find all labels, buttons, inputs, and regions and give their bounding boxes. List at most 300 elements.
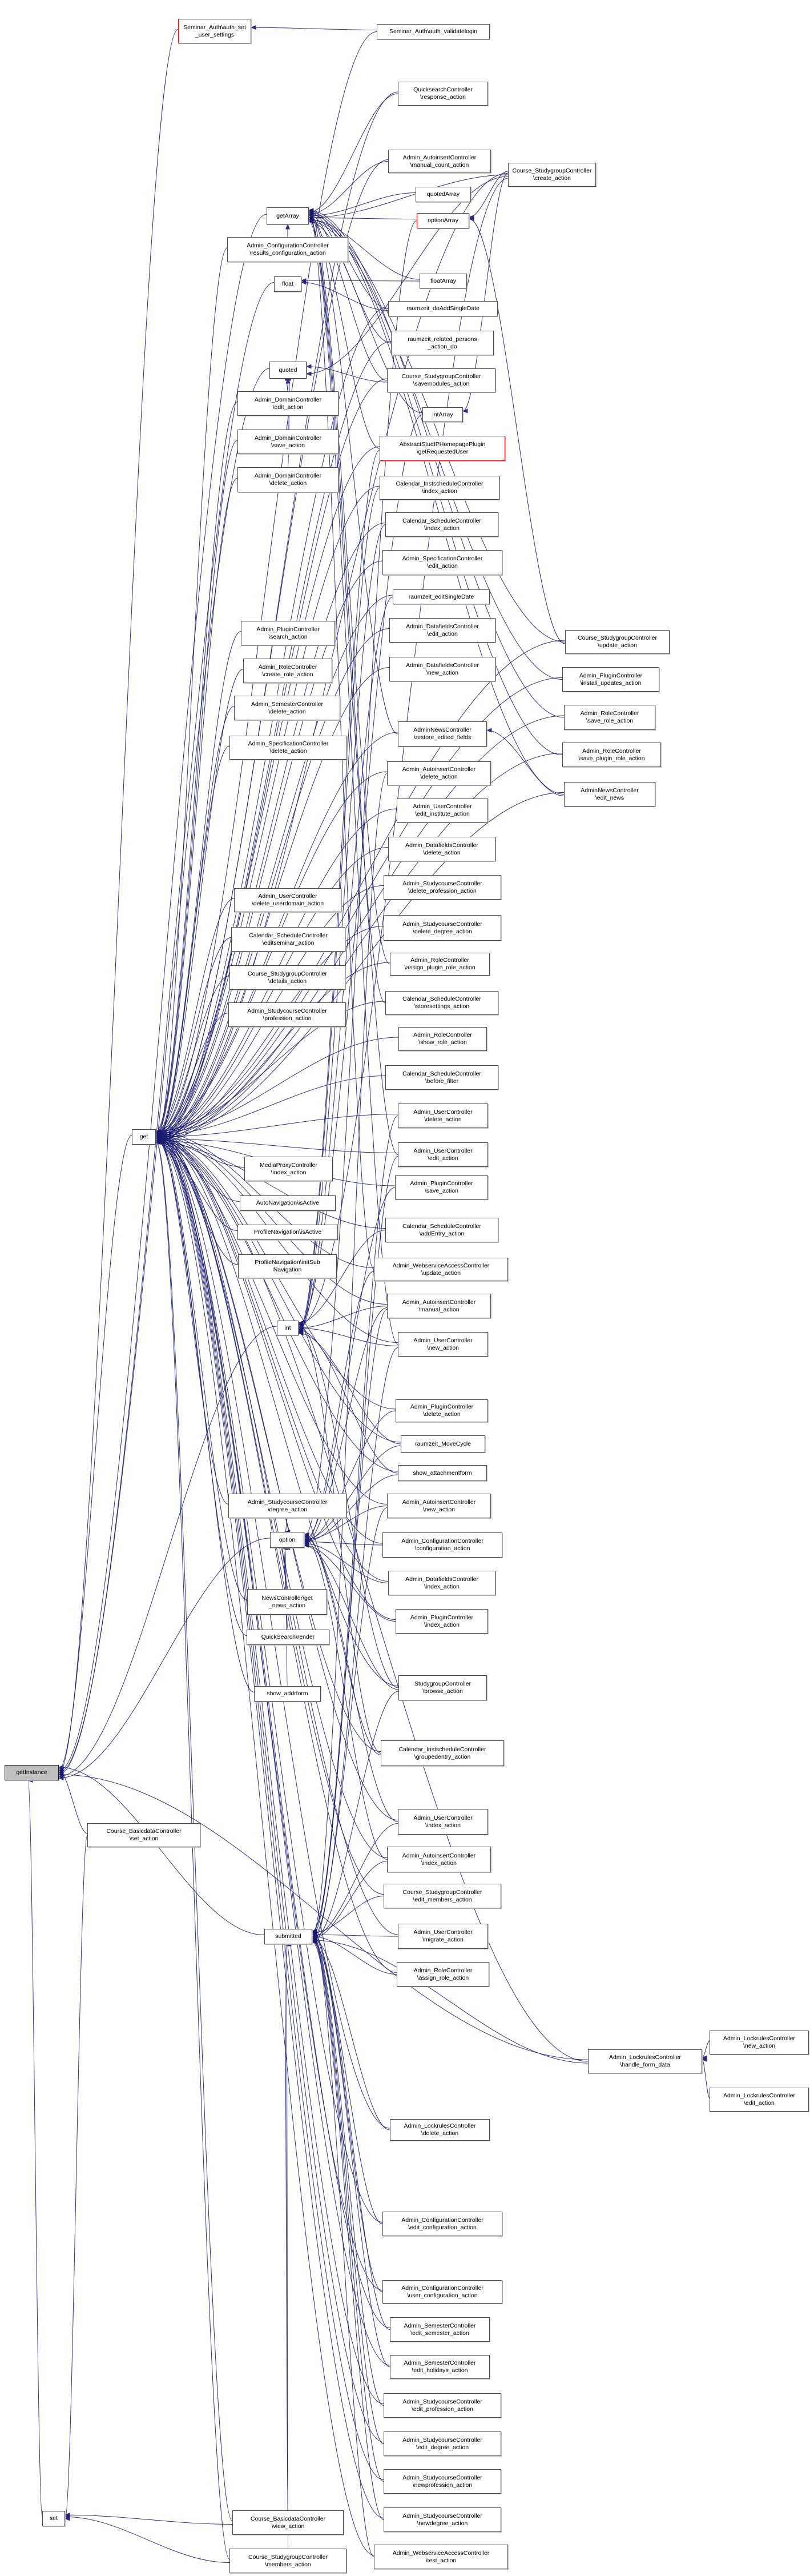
node-label: \delete_action: [423, 1411, 461, 1418]
node-label: \delete_action: [423, 849, 461, 856]
node-label: \newprofession_action: [412, 2481, 473, 2489]
edge-user_del-to-get: [156, 1114, 398, 1137]
node-label: Admin_UserController: [413, 1147, 473, 1154]
node-label: Calendar_ScheduleController: [402, 517, 481, 524]
edge-plug_del-to-option: [304, 1411, 396, 1542]
node-conf_results[interactable]: [227, 237, 348, 262]
node-label: Admin_UserController: [413, 803, 472, 810]
node-label: raumzeit_doAddSingleDate: [406, 305, 479, 312]
node-csg_savemod[interactable]: [387, 368, 495, 392]
node-label: \index_action: [424, 1621, 460, 1628]
node-label: Admin_UserController: [413, 1337, 473, 1344]
node-plug_save[interactable]: [395, 1175, 488, 1199]
node-label: Admin_RoleController: [580, 710, 639, 717]
node-label: Admin_StudycourseController: [402, 2398, 482, 2405]
node-label: Admin_WebserviceAccessController: [392, 2549, 490, 2557]
node-label: \view_action: [271, 2522, 305, 2530]
node-label: \browse_action: [422, 1688, 463, 1695]
node-get[interactable]: [132, 1129, 156, 1145]
node-label: \newdegree_action: [417, 2519, 468, 2527]
node-intarray[interactable]: [422, 407, 463, 422]
node-label: getInstance: [16, 1769, 47, 1776]
node-role_assign[interactable]: [397, 1962, 489, 1987]
node-cal_store[interactable]: [385, 991, 498, 1015]
node-label: _news_action: [268, 1602, 306, 1609]
node-sem_editsem[interactable]: [390, 2317, 490, 2342]
node-label: \edit_action: [427, 630, 458, 637]
node-show_addr[interactable]: [254, 1686, 321, 1702]
node-label: Admin_UserController: [258, 893, 317, 900]
node-label: Admin_StudycourseController: [402, 2436, 482, 2443]
node-csg_members[interactable]: [229, 2549, 346, 2573]
edge-cal_sched_idx-to-get: [156, 523, 385, 1135]
node-label: Admin_DomainController: [254, 434, 322, 442]
edge-conf_editconf-to-submitted: [312, 1942, 382, 2224]
node-show_attach[interactable]: [398, 1465, 487, 1481]
edge-plug_search-to-get: [156, 632, 241, 1137]
node-lock_new[interactable]: [710, 2031, 809, 2055]
node-label: Calendar_ScheduleController: [402, 996, 481, 1003]
node-conf_config[interactable]: [382, 1532, 502, 1558]
node-lock_handle[interactable]: [588, 2049, 702, 2073]
node-label: Admin_UserController: [413, 1814, 473, 1821]
node-label: \savemodules_action: [413, 380, 470, 387]
node-dom_save[interactable]: [237, 430, 338, 454]
node-user_editinst[interactable]: [397, 799, 488, 822]
node-label: \delete_action: [420, 773, 458, 780]
node-label: Admin_StudycourseController: [247, 1498, 328, 1506]
node-label: QuickSearch\render: [261, 1634, 315, 1641]
node-user_deldom[interactable]: [234, 888, 341, 912]
node-label: Admin_LockrulesController: [723, 2092, 796, 2100]
node-label: \delete_action: [269, 480, 307, 487]
node-label: \update_action: [421, 1269, 461, 1277]
edge-set-to-getinstance: [28, 1780, 42, 2517]
node-df_del[interactable]: [388, 837, 495, 861]
node-cb_set[interactable]: [87, 1823, 200, 1847]
node-label: \handle_form_data: [620, 2061, 670, 2068]
node-csg_create[interactable]: [508, 163, 596, 187]
node-label: Admin_StudycourseController: [402, 2474, 482, 2481]
node-float[interactable]: [274, 276, 301, 292]
node-label: Course_StudygroupController: [512, 167, 592, 175]
node-label: \index_action: [424, 524, 460, 532]
node-label: Course_BasicdataController: [250, 2515, 326, 2522]
edge-adminnews_edit-to-adminnews_restore: [487, 731, 564, 796]
edge-auto_manual-to-submitted: [312, 1310, 387, 1937]
node-user_del[interactable]: [398, 1104, 488, 1128]
edge-show_attach-to-get: [156, 1141, 398, 1471]
edge-asc_editprof-to-submitted: [312, 1937, 384, 2406]
node-label: raumzeit_MoveCycle: [414, 1440, 472, 1447]
node-sg_browse[interactable]: [398, 1675, 487, 1700]
node-floatarray[interactable]: [420, 274, 467, 288]
node-label: \index_action: [424, 1583, 460, 1590]
edge-user_idx-to-get: [156, 1141, 398, 1820]
node-label: \restore_edited_fields: [413, 734, 472, 741]
node-cb_view[interactable]: [232, 2510, 344, 2535]
node-label: \edit_action: [428, 1154, 458, 1162]
node-label: Admin_RoleController: [413, 1032, 472, 1039]
node-label: AdminNewsController: [581, 787, 639, 794]
node-label: \save_action: [271, 442, 305, 449]
node-label: \edit_members_action: [413, 1896, 472, 1903]
node-adminnews_restore[interactable]: [398, 721, 487, 747]
node-label: \save_role_action: [586, 717, 634, 724]
node-label: Seminar_Auth\auth_set: [183, 23, 246, 31]
node-label: \edit_action: [427, 563, 458, 569]
node-label: \user_configuration_action: [407, 2292, 478, 2299]
edge-show_attach-to-int: [299, 1330, 398, 1473]
edge-conf_config-to-get: [156, 1131, 382, 1543]
node-label: \new_action: [426, 669, 459, 676]
node-label: Admin_AutoinsertController: [402, 1498, 476, 1506]
node-cal_editsem[interactable]: [231, 927, 345, 952]
edge-lock_edit-to-lock_handle: [702, 2060, 710, 2098]
node-plug_del[interactable]: [396, 1399, 488, 1422]
node-label: Admin_RoleController: [582, 747, 641, 755]
node-df_idx[interactable]: [388, 1571, 495, 1595]
node-submitted[interactable]: [264, 1929, 312, 1944]
node-csg_details[interactable]: [229, 965, 345, 990]
node-label: \save_plugin_role_action: [578, 755, 645, 762]
edge-adminnews_edit-to-get: [156, 793, 564, 1139]
node-label: \install_updates_action: [580, 679, 642, 687]
node-user_migrate[interactable]: [398, 1924, 488, 1949]
node-label: \delete_degree_action: [413, 928, 472, 935]
node-label: \migrate_action: [422, 1936, 464, 1943]
node-auto_del[interactable]: [387, 761, 491, 785]
node-label: \assign_plugin_role_action: [404, 964, 475, 971]
node-dom_edit[interactable]: [237, 391, 338, 416]
node-label: Admin_PluginController: [410, 1614, 474, 1621]
node-cal_grouped[interactable]: [381, 1740, 504, 1766]
node-label: \index_action: [425, 1821, 461, 1829]
node-label: \create_role_action: [262, 671, 313, 678]
node-label: float: [282, 280, 293, 288]
node-label: \index_action: [422, 488, 457, 495]
node-plug_search[interactable]: [241, 621, 335, 645]
node-role_saveplug[interactable]: [562, 743, 661, 767]
node-label: \manual_action: [418, 1306, 460, 1313]
node-label: \delete_action: [421, 2130, 459, 2137]
node-asc_delprof[interactable]: [384, 875, 501, 900]
edge-cb_set-to-set: [65, 1835, 87, 2519]
node-conf_userconf[interactable]: [382, 2280, 502, 2304]
node-df_new[interactable]: [389, 657, 495, 681]
edge-getarray-to-getinstance: [59, 214, 267, 1771]
node-label: Admin_PluginController: [410, 1180, 473, 1187]
node-label: \show_role_action: [418, 1039, 467, 1046]
node-label: \update_action: [598, 642, 637, 649]
edge-role_assignplug-to-getarray: [309, 212, 390, 964]
edge-lock_handle-to-getinstance: [59, 1775, 588, 2060]
node-label: Admin_DatafieldsController: [405, 1575, 478, 1583]
node-label: \edit_degree_action: [416, 2443, 469, 2451]
node-label: \new_action: [422, 1506, 456, 1513]
node-label: Admin_LockrulesController: [608, 2054, 682, 2061]
node-sem_del[interactable]: [234, 696, 340, 720]
node-label: AbstractStudIPHomepagePlugin: [399, 441, 486, 448]
node-role_saverole[interactable]: [564, 705, 655, 730]
node-asc_editprof[interactable]: [384, 2393, 501, 2418]
edge-auth_set-to-getinstance: [59, 30, 178, 1773]
node-asc_degree[interactable]: [228, 1494, 346, 1518]
node-label: \storesettings_action: [414, 1003, 470, 1010]
node-rz_related[interactable]: [391, 331, 494, 355]
edge-csg_create-to-optionarray: [469, 171, 508, 217]
node-dom_del[interactable]: [237, 467, 338, 492]
node-label: \edit_profession_action: [412, 2405, 473, 2413]
node-asc_newprof[interactable]: [384, 2469, 501, 2494]
node-label: QuicksearchController: [413, 86, 473, 94]
edge-conf_config-to-option: [304, 1542, 382, 1545]
edge-ws_test-to-submitted: [312, 1931, 374, 2557]
edge-quotedarray-to-getarray: [309, 193, 416, 216]
node-label: Admin_ConfigurationController: [401, 2284, 483, 2292]
edge-submitted-to-getinstance: [59, 1767, 264, 1935]
node-label: Calendar_ScheduleController: [249, 932, 328, 939]
node-label: Admin_UserController: [413, 1108, 473, 1116]
node-ws_test[interactable]: [374, 2545, 508, 2569]
node-lock_del[interactable]: [390, 2119, 490, 2141]
node-plug_idx[interactable]: [396, 1609, 488, 1634]
node-label: \response_action: [420, 94, 466, 101]
node-label: int: [284, 1324, 291, 1331]
node-label: raumzeit_related_persons: [408, 335, 477, 343]
node-label: Admin_ConfigurationController: [247, 242, 329, 250]
node-label: \edit_institute_action: [415, 810, 470, 817]
node-spec_del[interactable]: [229, 736, 347, 760]
node-label: \delete_action: [269, 748, 307, 755]
node-label: \new_action: [743, 2043, 776, 2049]
node-cal_before[interactable]: [385, 1065, 498, 1090]
node-label: _user_settings: [195, 31, 235, 38]
edge-quoted-to-getinstance: [59, 368, 269, 1773]
edge-csg_members-to-get: [156, 1142, 229, 2559]
node-ws_update[interactable]: [374, 1258, 508, 1281]
node-autonav[interactable]: [240, 1195, 336, 1211]
node-label: \results_configuration_action: [249, 250, 326, 256]
node-rz_movecycle[interactable]: [401, 1435, 485, 1452]
node-label: Course_StudygroupController: [401, 373, 481, 380]
node-label: \save_action: [425, 1187, 458, 1194]
node-label: NewsController\get: [261, 1594, 313, 1602]
node-label: show_attachmentform: [413, 1469, 472, 1476]
node-label: Course_StudygroupController: [402, 1888, 482, 1896]
node-sem_edithol[interactable]: [390, 2355, 490, 2379]
node-asc_editdeg[interactable]: [384, 2431, 501, 2456]
node-user_new[interactable]: [398, 1332, 488, 1357]
node-label: Admin_ConfigurationController: [401, 2216, 483, 2224]
node-label: MediaProxyController: [260, 1161, 317, 1169]
node-label: \editseminar_action: [262, 939, 315, 946]
node-qs_render[interactable]: [247, 1630, 329, 1645]
node-set[interactable]: [42, 2511, 65, 2526]
node-conf_editconf[interactable]: [382, 2212, 502, 2236]
node-label: \delete_action: [424, 1116, 462, 1123]
node-auto_manual[interactable]: [387, 1294, 491, 1318]
node-option[interactable]: [270, 1532, 304, 1548]
edge-asc_editdeg-to-get: [156, 1135, 384, 2442]
edge-get-to-getinstance: [59, 1135, 132, 1770]
node-int[interactable]: [277, 1321, 299, 1335]
node-label: Calendar_ScheduleController: [402, 1070, 481, 1077]
node-label: quoted: [279, 366, 297, 374]
node-label: \edit_news: [595, 794, 624, 801]
node-cal_inst_idx[interactable]: [380, 476, 499, 500]
node-label: raumzeit_editSingleDate: [408, 593, 474, 600]
node-label: Admin_PluginController: [579, 672, 643, 679]
node-optionarray[interactable]: [417, 213, 469, 228]
node-profnav_init[interactable]: [238, 1254, 337, 1278]
edge-user_idx-to-submitted: [312, 1824, 398, 1937]
node-asc_prof[interactable]: [228, 1002, 346, 1027]
node-auth_set[interactable]: [178, 19, 251, 43]
node-label: Admin_ConfigurationController: [401, 1538, 483, 1545]
node-label: Admin_DatafieldsController: [406, 661, 479, 669]
node-label: Admin_RoleController: [258, 663, 317, 671]
node-cal_addentry[interactable]: [385, 1218, 498, 1242]
node-auto_new[interactable]: [387, 1494, 491, 1518]
node-label: Admin_WebserviceAccessController: [392, 1262, 490, 1269]
node-label: submitted: [275, 1933, 301, 1940]
node-label: Admin_PluginController: [410, 1403, 474, 1411]
node-label: \members_action: [265, 2561, 311, 2568]
node-auth_validate[interactable]: [377, 24, 490, 39]
node-lock_edit[interactable]: [710, 2088, 809, 2112]
node-getinstance[interactable]: [5, 1765, 59, 1780]
node-csg_update[interactable]: [565, 630, 670, 654]
node-label: Admin_PluginController: [256, 625, 320, 633]
node-news_get[interactable]: [247, 1589, 327, 1615]
node-quotedarray[interactable]: [416, 187, 471, 202]
edge-conf_userconf-to-submitted: [312, 1931, 382, 2292]
edge-option-to-getinstance: [59, 1538, 270, 1778]
node-label: \edit_semester_action: [410, 2329, 469, 2337]
node-label: \search_action: [268, 633, 308, 640]
node-plug_install[interactable]: [562, 667, 659, 692]
node-label: Admin_StudycourseController: [402, 920, 482, 928]
node-label: AdminNewsController: [413, 727, 472, 734]
node-label: \getRequestedUser: [416, 448, 469, 455]
node-label: \details_action: [268, 977, 307, 985]
node-label: set: [49, 2515, 58, 2522]
edge-csg_update-to-get: [156, 640, 565, 1131]
node-label: Admin_SemesterController: [404, 2322, 476, 2329]
node-label: Admin_UserController: [413, 1929, 473, 1936]
node-label: \test_action: [425, 2557, 457, 2564]
node-rz_editsingle[interactable]: [393, 589, 490, 604]
node-label: Admin_AutoinsertController: [402, 766, 476, 773]
node-label: Course_StudygroupController: [248, 970, 327, 977]
node-qsc_response[interactable]: [398, 82, 488, 106]
node-label: Admin_SpecificationController: [248, 740, 329, 748]
node-label: Admin_SemesterController: [251, 700, 324, 708]
node-label: \manual_count_action: [410, 161, 469, 168]
node-label: intArray: [432, 411, 453, 418]
node-label: Calendar_InstscheduleController: [396, 480, 483, 488]
node-label: \index_action: [271, 1169, 307, 1176]
node-adminnews_edit[interactable]: [564, 782, 655, 806]
node-user_edit[interactable]: [398, 1142, 488, 1167]
node-label: \delete_action: [268, 708, 306, 715]
node-auto_idx[interactable]: [387, 1847, 491, 1872]
edge-profnav_act-to-get: [156, 1142, 237, 1231]
node-role_show[interactable]: [398, 1027, 487, 1051]
node-label: floatArray: [430, 277, 456, 284]
node-media_idx[interactable]: [244, 1157, 333, 1181]
node-label: \addEntry_action: [419, 1230, 465, 1237]
node-label: Admin_StudycourseController: [247, 1007, 327, 1014]
node-label: Course_BasicdataController: [106, 1828, 182, 1835]
node-label: Admin_StudycourseController: [402, 880, 482, 887]
node-label: \delete_userdomain_action: [251, 900, 324, 907]
node-label: Admin_LockrulesController: [723, 2035, 796, 2043]
node-csg_editmem[interactable]: [384, 1884, 501, 1908]
node-label: Admin_AutoinsertController: [402, 1298, 476, 1306]
node-label: ProfileNavigation\initSub: [255, 1259, 320, 1266]
node-role_create[interactable]: [243, 659, 332, 683]
edge-lock_new-to-lock_handle: [702, 2041, 710, 2058]
node-label: ProfileNavigation\isActive: [253, 1229, 322, 1236]
node-label: Admin_SpecificationController: [402, 555, 483, 563]
node-asc_deldeg[interactable]: [384, 915, 501, 941]
node-label: Admin_RoleController: [410, 957, 469, 964]
node-cal_sched_idx[interactable]: [385, 512, 498, 537]
node-label: Admin_SemesterController: [404, 2360, 476, 2367]
node-label: Calendar_ScheduleController: [402, 1222, 481, 1230]
node-role_assignplug[interactable]: [390, 953, 490, 976]
node-profnav_act[interactable]: [237, 1225, 338, 1240]
node-df_edit[interactable]: [389, 618, 495, 643]
node-auto_mcount[interactable]: [388, 150, 491, 173]
node-rz_doadd[interactable]: [388, 301, 498, 316]
node-asc_newdeg[interactable]: [384, 2507, 501, 2532]
node-label: \set_action: [129, 1835, 159, 1842]
node-label: Admin_StudycourseController: [402, 2512, 482, 2519]
node-label: \create_action: [533, 175, 571, 182]
edge-csg_savemod-to-quoted: [307, 367, 387, 382]
edge-csg_editmem-to-submitted: [312, 1896, 384, 1933]
node-label: \edit_action: [272, 403, 304, 411]
node-label: Course_StudygroupController: [248, 2553, 328, 2561]
node-abstract[interactable]: [380, 436, 505, 461]
edge-dom_del-to-get: [156, 478, 237, 1135]
node-label: \degree_action: [267, 1506, 308, 1513]
node-label: \new_action: [426, 1344, 460, 1351]
edge-csg_update-to-optionarray: [469, 219, 565, 644]
edge-user_new-to-int: [299, 1328, 398, 1346]
node-label: \delete_profession_action: [408, 887, 477, 894]
node-label: show_addrform: [267, 1690, 308, 1698]
node-label: \groupedentry_action: [414, 1753, 471, 1760]
node-spec_edit[interactable]: [382, 550, 502, 575]
node-label: Admin_DomainController: [254, 396, 322, 403]
node-label: \edit_action: [744, 2100, 775, 2106]
node-label: Admin_DatafieldsController: [405, 841, 478, 849]
edge-float-to-getinstance: [59, 283, 274, 1775]
node-user_idx[interactable]: [398, 1809, 488, 1835]
node-label: getArray: [276, 212, 299, 219]
node-label: Admin_AutoinsertController: [402, 154, 477, 161]
node-label: quotedArray: [426, 191, 460, 198]
edge-auto_mcount-to-get: [156, 160, 388, 1137]
node-quoted[interactable]: [269, 362, 307, 379]
node-label: StudygroupController: [414, 1680, 472, 1688]
node-getarray[interactable]: [267, 207, 309, 224]
edges-group: [28, 27, 710, 2562]
